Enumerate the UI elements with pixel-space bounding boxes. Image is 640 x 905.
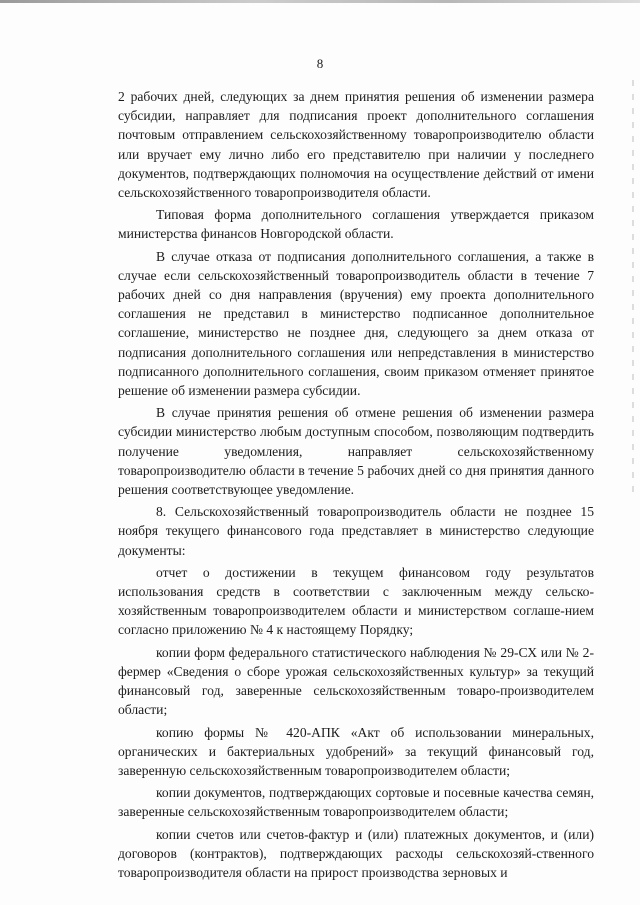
list-item-report: отчет о достижении в текущем финансовом году результатов использования средств в соответствии с заключенным между сельско-хозяйственным товаропроизводителем области и министерством соглаше-нием согласно приложению № 4 к настоящему Порядку; (118, 564, 594, 638)
paragraph-item-8: 8. Сельскохозяйственный товаропроизводитель области не позднее 15 ноября текущего финансового года представляет в министерство следующие документы: (118, 504, 594, 558)
paragraph-refusal: В случае отказа от подписания дополнительного соглашения, а также в случае если сельскохозяйственный товаропроизводитель области в течение 7 рабочих дней со дня направления (вручения) ему проекта дополнительного соглашения не представил в министерство подписанное дополнительное соглашение, министерство не позднее дня, следующего за днем отказа от подписания дополнительного соглашения или непредставления в министерство подписанного дополнительного соглашения, своим приказом отменяет принятое решение об изменении размера субсидии. (118, 248, 594, 399)
document-body (118, 87, 594, 885)
scan-edge-top (0, 0, 640, 3)
list-item-seed-quality: копии документов, подтверждающих сортовые и посевные качества семян, заверенные сельскохозяйственным товаропроизводителем области; (118, 785, 594, 820)
paragraph-typical-form: Типовая форма дополнительного соглашения утверждается приказом министерства финансов Новгородской области. (118, 207, 594, 242)
paragraph-continuation: 2 рабочих дней, следующих за днем принятия решения об изменении размера субсидии, направляет для подписания проект дополнительного соглашения почтовым отправлением сельскохозяйственному товаропроизводителю области или вручает ему лично либо его представителю при наличии у последнего документов, подтверждающих полномочия на осуществление действий от имени сельскохозяйственного товаропроизводителя области. (118, 89, 594, 201)
scan-edge-right (632, 80, 634, 500)
list-item-invoices: копии счетов или счетов-фактур и (или) платежных документов, и (или) договоров (контрактов), подтверждающих расходы сельскохозяй-ственного товаропроизводителя области на прирост производства зерновых и (118, 826, 594, 880)
list-item-fertilizer-act: копию формы № 420-АПК «Акт об использовании минеральных, органических и бактериальных удобрений» за текущий финансовый год, заверенную сельскохозяйственным товаропроизводителем области; (118, 724, 594, 778)
paragraph-cancellation-notice: В случае принятия решения об отмене решения об изменении размера субсидии министерство любым доступным способом, позволяющим подтвердить получение уведомления, направляет сельскохозяйственному товаропроизводителю области в течение 5 рабочих дней со дня принятия данного решения соответствующее уведомление. (118, 405, 594, 498)
page-number: 8 (316, 56, 324, 71)
list-item-statistics-forms: копии форм федерального статистического наблюдения № 29-СХ или № 2-фермер «Сведения о сборе урожая сельскохозяйственных культур» за текущий финансовый год, заверенные сельскохозяйственным товаро-производителем области; (118, 644, 594, 718)
